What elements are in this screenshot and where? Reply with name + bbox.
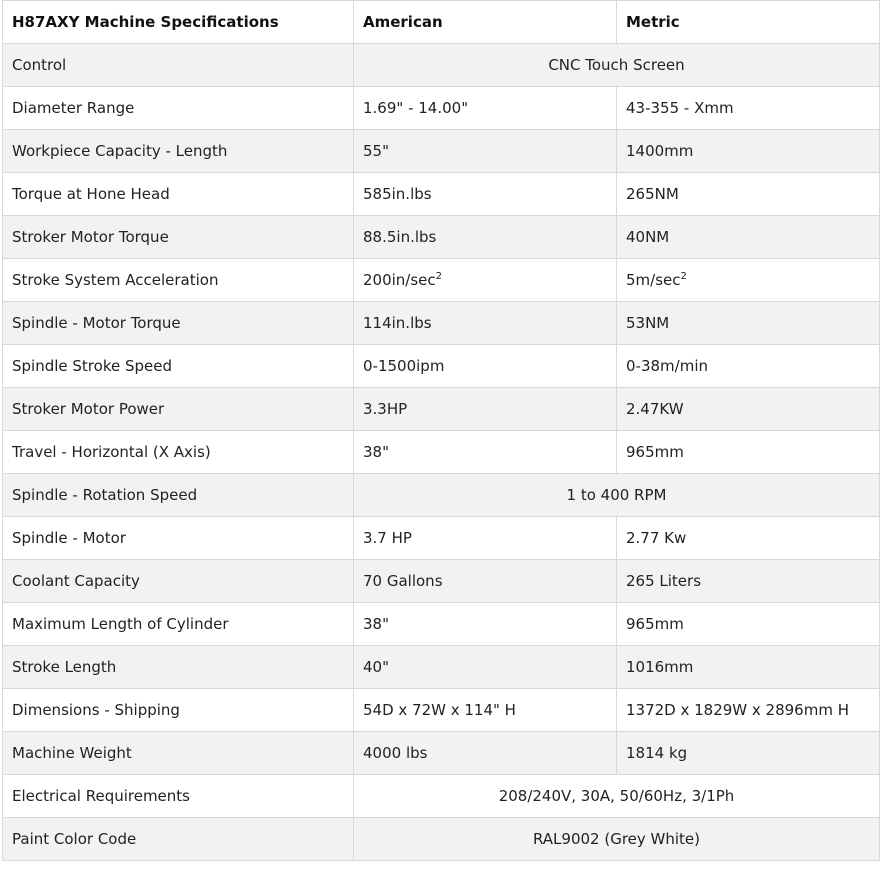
table-row [3, 431, 880, 474]
table-row [3, 259, 880, 302]
spec-value-american [354, 345, 617, 388]
spec-value-metric-text: 1016mm [626, 658, 694, 676]
spec-value-american-text: 38" [363, 443, 389, 461]
table-row [3, 732, 880, 775]
spec-label: Spindle - Motor Torque [3, 302, 354, 345]
spec-label: Stroke Length [3, 646, 354, 689]
spec-label: Spindle Stroke Speed [3, 345, 354, 388]
spec-value-metric [617, 388, 880, 431]
spec-value-metric-text: 965mm [626, 443, 684, 461]
spec-label: Diameter Range [3, 87, 354, 130]
spec-value-american [354, 259, 617, 302]
table-row [3, 474, 880, 517]
spec-label: Control [3, 44, 354, 87]
spec-label: Workpiece Capacity - Length [3, 130, 354, 173]
table-row [3, 818, 880, 861]
spec-value-american-text: 88.5in.lbs [363, 228, 437, 246]
table-row [3, 560, 880, 603]
table-row [3, 87, 880, 130]
spec-value-american-text: 0-1500ipm [363, 357, 445, 375]
spec-label: Dimensions - Shipping [3, 689, 354, 732]
spec-value-metric-text: 1814 kg [626, 744, 688, 762]
spec-label: Stroker Motor Torque [3, 216, 354, 259]
spec-value-merged: 208/240V, 30A, 50/60Hz, 3/1Ph [354, 775, 880, 818]
spec-value-american [354, 603, 617, 646]
spec-value-american [354, 431, 617, 474]
spec-value-metric [617, 302, 880, 345]
spec-label: Electrical Requirements [3, 775, 354, 818]
spec-value-american [354, 302, 617, 345]
spec-value-american [354, 732, 617, 775]
spec-value-american-text: 54D x 72W x 114" H [363, 701, 516, 719]
spec-label: Stroker Motor Power [3, 388, 354, 431]
spec-label: Machine Weight [3, 732, 354, 775]
spec-value-metric [617, 560, 880, 603]
spec-value-american-text: 114in.lbs [363, 314, 432, 332]
spec-value-metric [617, 603, 880, 646]
spec-value-american [354, 646, 617, 689]
spec-value-american [354, 560, 617, 603]
spec-value-metric-superscript: 2 [680, 271, 687, 282]
spec-value-merged: RAL9002 (Grey White) [354, 818, 880, 861]
spec-value-metric-text: 965mm [626, 615, 684, 633]
table-row [3, 388, 880, 431]
table-row [3, 646, 880, 689]
spec-value-american-superscript: 2 [435, 271, 443, 282]
spec-value-metric [617, 732, 880, 775]
table-row [3, 517, 880, 560]
spec-label: Stroke System Acceleration [3, 259, 354, 302]
spec-label: Maximum Length of Cylinder [3, 603, 354, 646]
header-american: American [354, 1, 617, 44]
spec-value-american [354, 517, 617, 560]
spec-value-metric-text: 1372D x 1829W x 2896mm H [626, 701, 850, 719]
spec-label: Travel - Horizontal (X Axis) [3, 431, 354, 474]
spec-value-metric-text: 53NM [626, 314, 670, 332]
spec-value-american-text: 200in/sec [363, 271, 436, 289]
spec-value-metric-text: 2.77 Kw [626, 529, 687, 547]
table-row [3, 44, 880, 87]
spec-value-metric-text: 2.47KW [626, 400, 684, 418]
spec-value-american [354, 87, 617, 130]
spec-value-metric [617, 689, 880, 732]
spec-value-american-text: 4000 lbs [363, 744, 428, 762]
spec-label: Coolant Capacity [3, 560, 354, 603]
spec-value-american [354, 388, 617, 431]
spec-value-american-text: 585in.lbs [363, 185, 432, 203]
spec-value-american-text: 70 Gallons [363, 572, 443, 590]
spec-value-metric [617, 87, 880, 130]
spec-value-american-text: 3.3HP [363, 400, 408, 418]
spec-value-american-text: 55" [363, 142, 389, 160]
header-metric: Metric [617, 1, 880, 44]
spec-value-american-text: 1.69" - 14.00" [363, 99, 469, 117]
table-row [3, 173, 880, 216]
spec-value-american [354, 173, 617, 216]
spec-value-metric-text: 0-38m/min [626, 357, 708, 375]
spec-value-metric [617, 345, 880, 388]
spec-value-merged: CNC Touch Screen [354, 44, 880, 87]
spec-value-metric [617, 431, 880, 474]
spec-value-merged: 1 to 400 RPM [354, 474, 880, 517]
spec-value-metric [617, 173, 880, 216]
spec-value-american-text: 40" [363, 658, 389, 676]
table-row [3, 216, 880, 259]
spec-value-american-text: 3.7 HP [363, 529, 412, 547]
spec-value-metric [617, 259, 880, 302]
spec-label: Spindle - Motor [3, 517, 354, 560]
spec-value-metric-text: 40NM [626, 228, 670, 246]
spec-value-metric-text: 265NM [626, 185, 679, 203]
spec-value-american-text: 38" [363, 615, 389, 633]
spec-value-american [354, 689, 617, 732]
spec-label: Spindle - Rotation Speed [3, 474, 354, 517]
spec-value-metric [617, 130, 880, 173]
spec-value-metric-text: 1400mm [626, 142, 694, 160]
table-row [3, 603, 880, 646]
table-row [3, 302, 880, 345]
spec-body [3, 44, 880, 861]
spec-table [2, 0, 880, 861]
header-title: H87AXY Machine Specifications [3, 1, 354, 44]
spec-label: Paint Color Code [3, 818, 354, 861]
spec-label: Torque at Hone Head [3, 173, 354, 216]
spec-value-metric-text: 5m/sec [626, 271, 681, 289]
table-row [3, 345, 880, 388]
spec-value-metric [617, 646, 880, 689]
spec-value-american [354, 216, 617, 259]
spec-value-metric [617, 517, 880, 560]
table-row [3, 689, 880, 732]
spec-value-metric [617, 216, 880, 259]
table-row [3, 775, 880, 818]
spec-value-american [354, 130, 617, 173]
spec-value-metric-text: 43-355 - Xmm [626, 99, 734, 117]
header-row [3, 1, 880, 44]
table-row [3, 130, 880, 173]
spec-value-metric-text: 265 Liters [626, 572, 702, 590]
